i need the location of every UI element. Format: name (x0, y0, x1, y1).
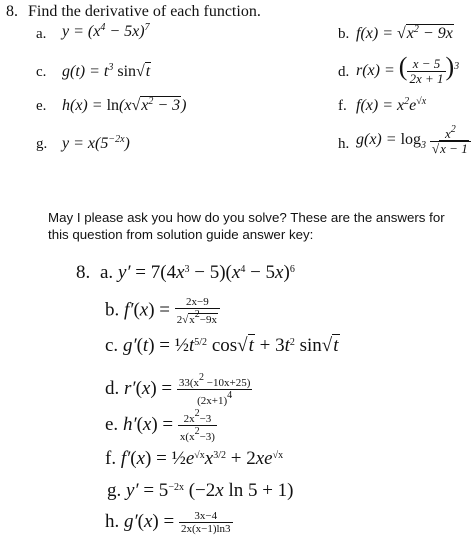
answer-f: f. $f'(x) = \frac{1}{2}e^{√x}x^{3/2} + 2xe^{√x}$ (105, 448, 284, 469)
part-b-expression: $f(x) = √x^2 - 9x$ (356, 24, 453, 42)
answer-d: d. r′(x) = $\frac{33(x^2 -10x+25)}{(2x+1)^4}$ (105, 372, 251, 408)
problem-instruction: Find the derivative of each function. (28, 3, 261, 20)
answer-e: e. h′(x) = $\frac{2x^2-3}{x(x^2-3)}$ (105, 408, 215, 444)
part-d-expression: r(x) = ( $\frac{x - 5}{2x + 1}$ )$^3$ (356, 52, 460, 86)
answer-a-label: a. (100, 262, 114, 283)
answer-h-label: h. (105, 510, 120, 532)
answers-number: 8. (76, 262, 91, 283)
answer-g: g. $y' = 5^{-2x}$ (−2x ln 5 + 1) (107, 480, 294, 501)
part-h-expression: $g(x) = \log_3$ $\frac{x^2}{√x - 1}$ (356, 124, 471, 157)
answer-b: b. f′(x) = $\frac{2x-9}{2√x^2-9x}$ (105, 296, 220, 326)
part-f-label: f. (338, 98, 347, 114)
part-e-label: e. (36, 98, 47, 114)
problem-number: 8. (6, 3, 18, 20)
part-f-expression: $f(x) = x^2e^{√x}$ (356, 96, 427, 114)
answer-e-label: e. (105, 413, 119, 435)
part-g-expression: $y = x(5^{-2x})$ (62, 134, 130, 152)
answer-c-label: c. (105, 335, 119, 356)
part-e-expression: $h(x) = \ln(x√x^2 - 3)$ (62, 96, 187, 114)
answer-b-label: b. (105, 299, 120, 321)
part-g-label: g. (36, 136, 48, 152)
part-c-expression: $g(t) = t^3$ sin√t (62, 62, 151, 80)
answer-h: h. g′(x) = $\frac{3x-4}{2x(x-1)\ln 3}$ (105, 510, 231, 536)
answer-c: c. $g'(t) = \frac{1}{2}t^{5/2}$ $\cos√t + 3t^2$ sin√t (105, 335, 339, 356)
part-a-expression: $y = (x^4 - 5x)^7$ (62, 22, 150, 40)
part-c-label: c. (36, 64, 47, 80)
answer-g-label: g. (107, 480, 122, 501)
answer-d-label: d. (105, 377, 120, 399)
question-text: May I please ask you how do you solve? These are the answers for this question from solution guide answer key: (48, 210, 445, 242)
part-a-label: a. (36, 26, 47, 42)
part-h-label: h. (338, 136, 350, 152)
answer-f-label: f. (105, 448, 117, 469)
part-d-label: d. (338, 64, 350, 80)
part-b-label: b. (338, 26, 350, 42)
answer-a: a. $y' = 7(4x^3 - 5)(x^4 - 5x)^6$ (100, 262, 295, 283)
